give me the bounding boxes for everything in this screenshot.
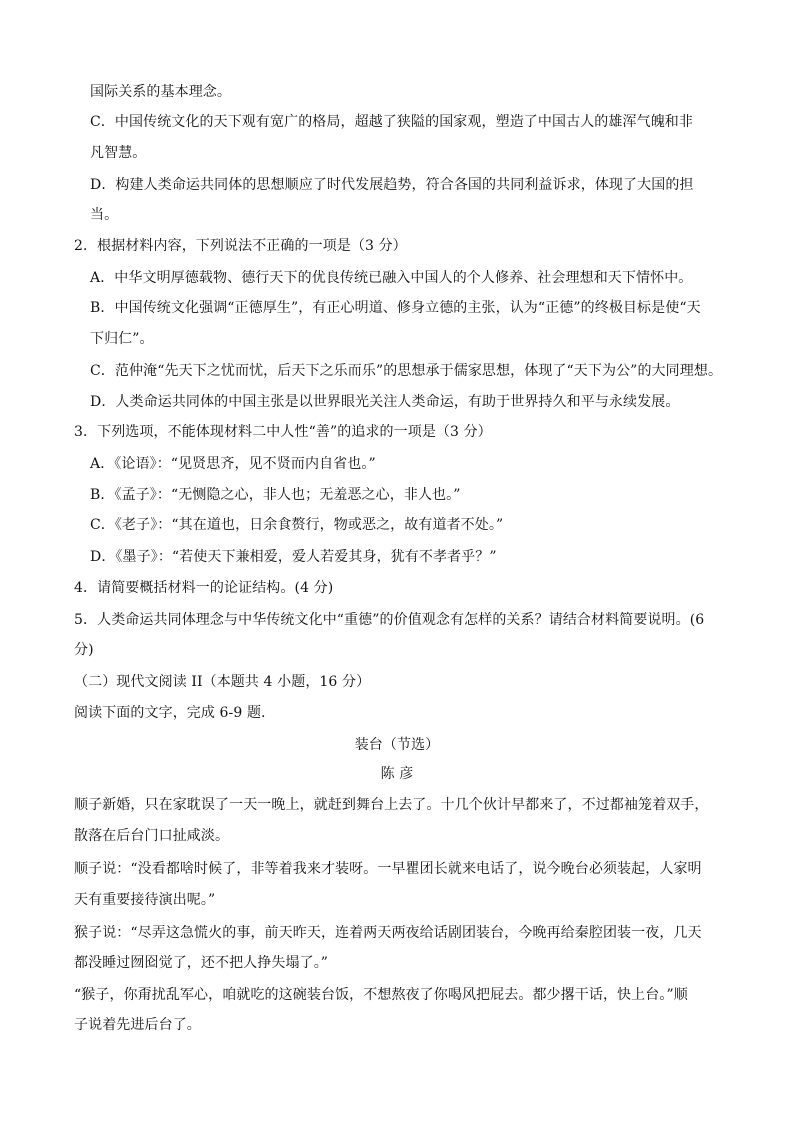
paragraph-line: 猴子说：“尽弄这急慌火的事，前天昨天，连着两天两夜给话剧团装台，今晚再给秦腔团装一夜，几天 — [74, 925, 702, 941]
option-line: C．《老子》：“其在道也，日余食赘行，物或恶之，故有道者不处。” — [90, 517, 504, 533]
text-line: 下归仁”。 — [90, 331, 154, 347]
instruction-line: 阅读下面的文字，完成 6-9 题. — [74, 705, 266, 721]
paragraph-line: 顺子新婚，只在家耽误了一天一晚上，就赶到舞台上去了。十几个伙计早都来了，不过都袖笼着双手， — [74, 797, 709, 813]
option-line: B．《孟子》：“无恻隐之心，非人也；无羞恶之心，非人也。” — [90, 487, 461, 503]
option-line: C．范仲淹“先天下之忧而忧，后天下之乐而乐”的思想承于儒家思想，体现了“天下为公”的大同理想。 — [90, 363, 723, 379]
option-line: A．中华文明厚德载物、德行天下的优良传统已融入中国人的个人修养、社会理想和天下情怀中。 — [90, 270, 693, 286]
option-line: D．构建人类命运共同体的思想顺应了时代发展趋势，符合各国的共同利益诉求，体现了大国的担 — [90, 177, 694, 193]
text-line: 国际关系的基本理念。 — [90, 84, 231, 100]
paragraph-line: 顺子说：“没看都啥时候了，非等着我来才装呀。一早瞿团长就来电话了，说今晚台必须装起，人家明 — [74, 861, 702, 877]
paragraph-line: 散落在后台门口扯咸淡。 — [74, 828, 230, 844]
text-line: 凡智慧。 — [90, 145, 147, 161]
question-5: 5．人类命运共同体理念与中华传统文化中“重德”的价值观念有怎样的关系？请结合材料简要说明。(6 — [74, 612, 705, 628]
question-4: 4．请简要概括材料一的论证结构。(4 分) — [74, 580, 334, 596]
article-author: 陈 彦 — [380, 766, 414, 782]
option-line: D．《墨子》：“若使天下兼相爱，爱人若爱其身，犹有不孝者乎？” — [90, 549, 497, 565]
paragraph-line: 子说着先进后台了。 — [74, 1017, 201, 1033]
text-line: 当。 — [90, 207, 119, 223]
paragraph-line: 天有重要接待演出呢。” — [74, 892, 216, 908]
section-heading: （二）现代文阅读 II（本题共 4 小题，16 分） — [74, 674, 371, 690]
option-line: A．《论语》：“见贤思齐，见不贤而内自省也。” — [90, 456, 376, 472]
option-line: C．中国传统文化的天下观有宽广的格局，超越了狭隘的国家观，塑造了中国古人的雄浑气魄和非 — [90, 114, 694, 130]
option-line: D．人类命运共同体的中国主张是以世界眼光关注人类命运，有助于世界持久和平与永续发展。 — [90, 394, 680, 410]
question-2: 2．根据材料内容，下列说法不正确的一项是（3 分） — [74, 238, 407, 254]
question-3: 3．下列选项，不能体现材料二中人性“善”的追求的一项是（3 分） — [74, 424, 492, 440]
paragraph-line: “猴子，你甭扰乱军心，咱就吃的这碗装台饭，不想熬夜了你喝风把屁去。都少撂干话，快上台。”顺 — [74, 987, 688, 1003]
article-title: 装台（节选） — [354, 737, 440, 753]
text-line: 分) — [74, 642, 94, 658]
paragraph-line: 都没睡过囫囵觉了，还不把人挣失塌了。” — [74, 955, 329, 971]
option-line: B．中国传统文化强调“正德厚生”，有正心明道、修身立德的主张，认为“正德”的终极目标是使“天 — [90, 300, 701, 316]
